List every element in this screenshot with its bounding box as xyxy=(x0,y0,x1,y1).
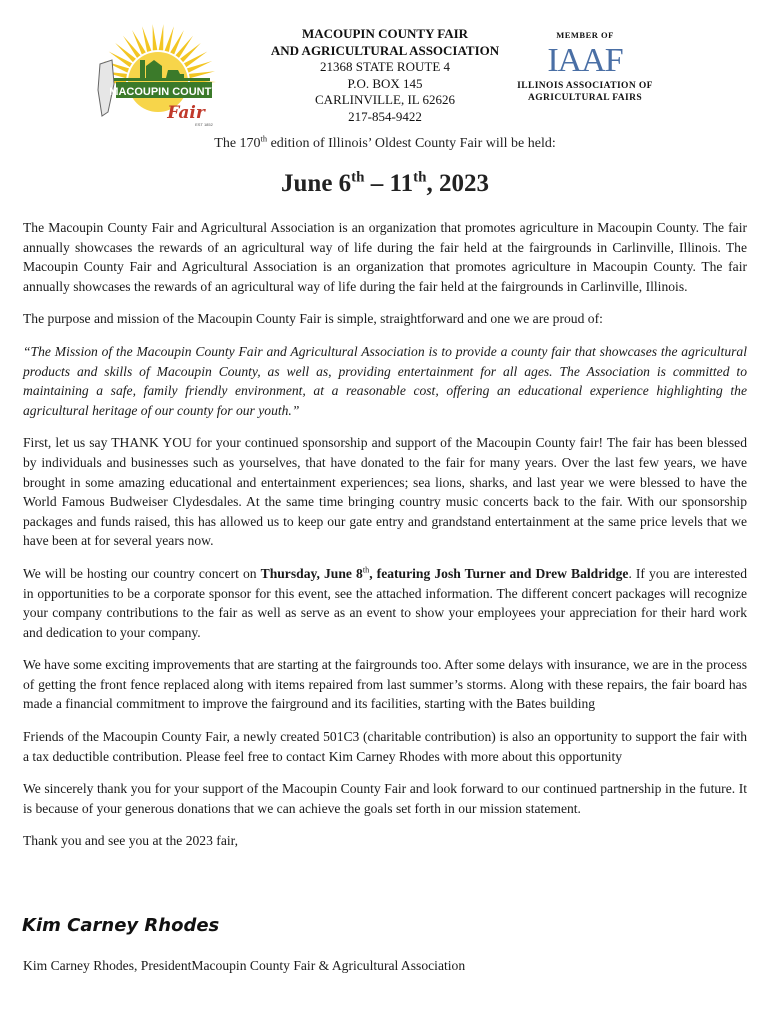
intro-text-pre: The 170 xyxy=(214,136,261,151)
concert-date-sup: th xyxy=(362,565,370,575)
paragraph-closing: We sincerely thank you for your support of the Macoupin County Fair and look forward to our continued partnership in the future. It is because of your generous donations that we can achieve the goals set forth in our mission statement. xyxy=(23,781,747,816)
concert-text-pre: We will be hosting our country concert on xyxy=(23,565,261,581)
fair-dates-heading xyxy=(0,170,770,198)
sun-ray xyxy=(123,36,141,58)
intro-text-post: edition of Illinois’ Oldest County Fair will be held: xyxy=(267,136,556,151)
iaaf-name-line2: AGRICULTURAL FAIRS xyxy=(527,93,643,103)
letter-body xyxy=(23,218,747,864)
sun-logo-icon xyxy=(94,20,222,130)
letterhead-address xyxy=(255,26,515,125)
dates-end: – 11 xyxy=(364,170,414,197)
dates-start: June 6 xyxy=(281,170,352,197)
dates-start-sup: th xyxy=(351,169,365,186)
silo-shape xyxy=(140,60,145,78)
iaaf-name-line1: ILLINOIS ASSOCIATION OF xyxy=(517,81,653,91)
paragraph-improvements: We have some exciting improvements that are starting at the fairgrounds too. After some delays with insurance, we are in the process of getting the front fence replaced along with items repaired from last summer’s storms. Along with these repairs, the fair board has made a financial commitment to improve the fairground and its facilities, starting with the Bates building xyxy=(23,657,747,712)
dates-year: , 2023 xyxy=(426,170,489,197)
concert-date: Thursday, June 8 xyxy=(260,565,363,581)
paragraph-friends: Friends of the Macoupin County Fair, a newly created 501C3 (charitable contribution) is also an opportunity to support the fair with a tax deductible contribution. Please feel free to contact Kim Carney Rhodes with more about this opportunity xyxy=(23,729,747,764)
concert-text-post: . If you are interested in opportunities to be a corporate sponsor for this event, see the attached information. The different concert packages will recognize your company contributions to the fair as well as serve as an event to show your employees your appreciation for their hard work and dedication to your company. xyxy=(23,565,748,640)
paragraph-about: The Macoupin County Fair and Agricultural Association is an organization that promotes agriculture in Macoupin County. The fair annually showcases the rewards of an agricultural way of life during the fair held at the fairgrounds in Carlinville, Illinois. The Macoupin County Fair and Agricultural Association is an organization that promotes agriculture in Macoupin County. The fair annually showcases the rewards of an agricultural way of life during the fair held at the fairgrounds in Carlinville, Illinois. xyxy=(23,220,747,294)
paragraph-mission-quote: “The Mission of the Macoupin County Fair and Agricultural Association is to provide a county fair that showcases the agricultural products and skills of Macoupin County, as well as, providing entertainment for all ages. The Association is committed to maintaining a safe, family friendly environment, at a reasonable cost, offering an educational experience highlighting the agricultural heritage of our county for our youth.” xyxy=(23,343,747,418)
sun-ray xyxy=(159,24,164,50)
sun-ray xyxy=(176,36,194,58)
macoupin-fair-logo xyxy=(94,20,222,130)
horizon-line xyxy=(114,78,210,81)
signature: Kim Carney Rhodes xyxy=(22,915,220,936)
logo-macoupin-text: MACOUPIN COUNTY xyxy=(109,86,219,98)
sun-ray xyxy=(180,43,201,62)
dates-end-sup: th xyxy=(413,169,427,186)
intro-sup: th xyxy=(260,134,268,144)
po-box: P.O. BOX 145 xyxy=(347,75,423,91)
paragraph-thank-you: First, let us say THANK YOU for your continued sponsorship and support of the Macoupin County fair! The fair has been blessed by individuals and businesses such as yourselves, that have donated to the fair for many years. Over the last few years, we have brought in some amazing educational and entertainment experiences; sea lions, sharks, and last year we were blessed to have the World Famous Budweiser Clydesdales. At the same time bringing country music concerts back to the fair. With our sponsorship packages and funds raised, this has allowed us to keep our gate entry and grandstand entertainment at the same price levels that we have been at for several years now. xyxy=(23,435,747,549)
member-of-label: MEMBER OF xyxy=(556,30,614,40)
logo-fair-text: Fair xyxy=(167,103,205,123)
paragraph-concert xyxy=(23,564,747,642)
sun-ray xyxy=(165,26,174,52)
iaaf-member-badge xyxy=(515,30,655,104)
logo-est-text: EST 1852 xyxy=(195,122,213,127)
sun-ray xyxy=(142,26,151,52)
sun-ray xyxy=(153,24,158,50)
paragraph-purpose: The purpose and mission of the Macoupin County Fair is simple, straightforward and one we are proud of: xyxy=(23,311,603,327)
edition-intro xyxy=(0,136,770,152)
signoff-line: Kim Carney Rhodes, PresidentMacoupin County Fair & Agricultural Association xyxy=(23,958,466,973)
paragraph-farewell: Thank you and see you at the 2023 fair, xyxy=(23,833,239,849)
city-state-zip: CARLINVILLE, IL 62626 xyxy=(315,92,455,107)
org-name-line1: MACOUPIN COUNTY FAIR xyxy=(301,26,469,41)
org-name-line2: AND AGRICULTURAL ASSOCIATION xyxy=(270,42,500,58)
sun-ray xyxy=(115,43,136,62)
concert-artists: , featuring Josh Turner and Drew Baldridge xyxy=(369,565,629,581)
street-address: 21368 STATE ROUTE 4 xyxy=(319,59,451,74)
sun-ray xyxy=(189,71,215,78)
phone-number: 217-854-9422 xyxy=(348,108,422,124)
iaaf-logo-mark: IAAF xyxy=(547,42,623,79)
